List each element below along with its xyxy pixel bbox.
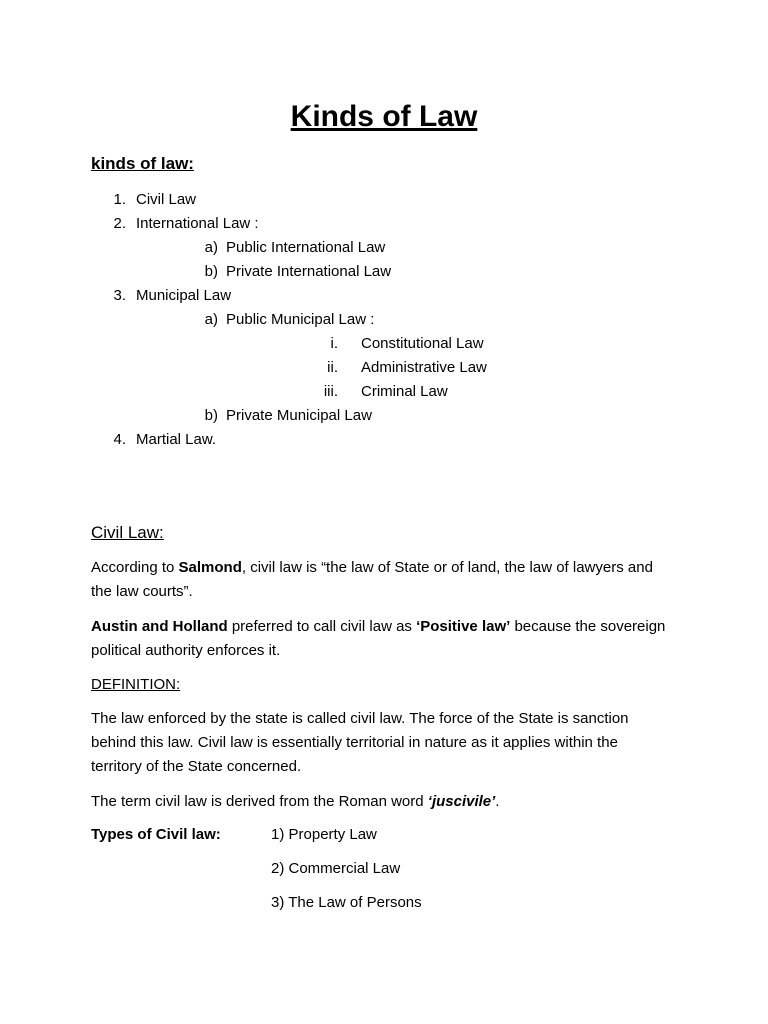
- list-item-text: Martial Law.: [136, 431, 217, 448]
- list-subitem-number: b): [204, 263, 218, 280]
- paragraph-text: The term civil law is derived from the Roman word: [91, 793, 428, 810]
- list-subsubitem-text: Administrative Law: [361, 359, 487, 376]
- list-item: 3) The Law of Persons: [271, 894, 422, 911]
- document-title: Kinds of Law: [290, 100, 478, 133]
- list-subitem-text: Private Municipal Law: [226, 407, 372, 424]
- paragraph-text: preferred to call civil law as: [227, 618, 417, 635]
- paragraph-text: .: [495, 793, 500, 810]
- paragraph-salmond: [91, 556, 671, 604]
- list-item-text: Civil Law: [136, 191, 197, 208]
- paragraph-text: According to: [91, 559, 179, 576]
- paragraph-juscivile: [91, 790, 671, 814]
- paragraph-bold-text: Austin and Holland: [91, 618, 228, 635]
- paragraph-positive-law: [91, 615, 671, 663]
- paragraph-text: because the sovereign political authority enforces it.: [91, 618, 666, 659]
- list-subitem-text: Public Municipal Law :: [226, 311, 375, 328]
- list-item-text: International Law :: [136, 215, 259, 232]
- list-item-number: 2.: [113, 215, 126, 232]
- list-item-text: Municipal Law: [136, 287, 232, 304]
- list-item-number: 1.: [113, 191, 126, 208]
- paragraph-term: ‘juscivile’: [427, 793, 496, 810]
- list-subsubitem-text: Constitutional Law: [361, 335, 484, 352]
- list-subitem-text: Public International Law: [226, 239, 386, 256]
- list-subsubitem-number: i.: [330, 335, 338, 352]
- paragraph-text: , civil law is “the law of State or of land, the law of lawyers and the law courts”.: [91, 559, 653, 600]
- civil-law-heading: Civil Law:: [91, 523, 164, 542]
- list-subitem-number: b): [204, 407, 218, 424]
- list-subsubitem-text: Criminal Law: [361, 383, 448, 400]
- list-item: 2) Commercial Law: [271, 860, 401, 877]
- types-of-civil-law-label: Types of Civil law:: [91, 826, 221, 843]
- list-subitem-number: a): [204, 239, 218, 256]
- paragraph-bold-text: Salmond: [178, 559, 242, 576]
- list-subsubitem-number: iii.: [323, 383, 338, 400]
- paragraph-definition: The law enforced by the state is called civil law. The force of the State is sanction behind this law. Civil law is essentially territorial in nature as it applies within the territory of the State concerned.: [91, 710, 629, 775]
- paragraph-bold-text: ‘Positive law’: [416, 618, 511, 635]
- list-item: 1) Property Law: [271, 826, 377, 843]
- list-subsubitem-number: ii.: [327, 359, 338, 376]
- list-item-number: 3.: [113, 287, 126, 304]
- definition-label: DEFINITION:: [91, 676, 181, 693]
- subheading-kinds-of-law: kinds of law:: [91, 154, 194, 173]
- list-subitem-number: a): [204, 311, 218, 328]
- list-subitem-text: Private International Law: [226, 263, 392, 280]
- list-item-number: 4.: [113, 431, 126, 448]
